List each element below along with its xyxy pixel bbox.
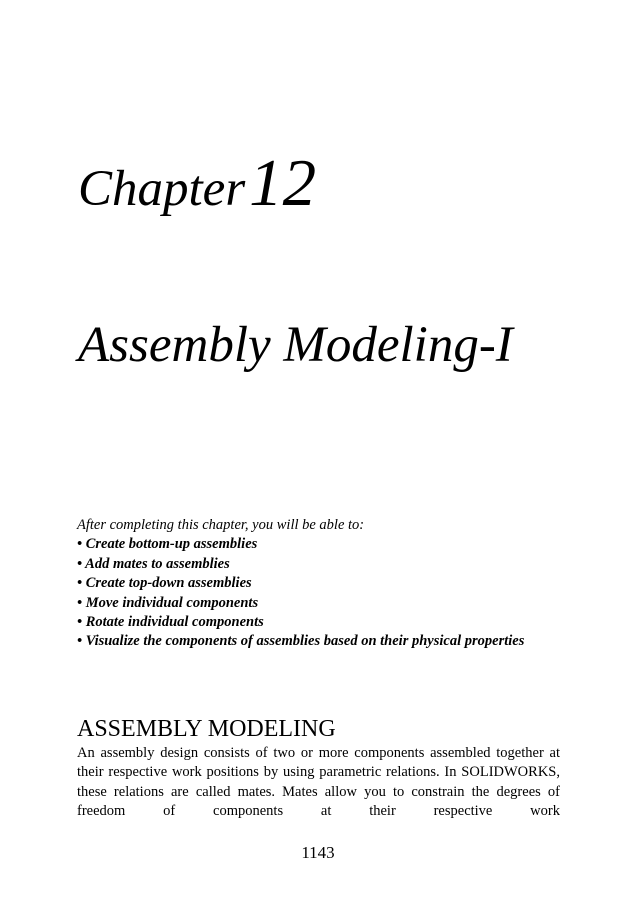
chapter-number: 12: [249, 146, 317, 220]
chapter-heading: [78, 146, 317, 220]
chapter-title: Assembly Modeling-I: [78, 317, 513, 373]
objective-item: • Visualize the components of assemblies based on their physical properties: [77, 633, 525, 650]
section-heading: ASSEMBLY MODELING: [77, 716, 336, 742]
objectives-intro: After completing this chapter, you will be able to:: [77, 517, 365, 533]
chapter-label: Chapter: [78, 161, 246, 217]
page-number: 1143: [301, 843, 335, 862]
objective-item: • Create bottom-up assemblies: [77, 536, 258, 553]
objective-item: • Create top-down assemblies: [77, 575, 252, 592]
objective-item: • Add mates to assemblies: [77, 555, 230, 572]
objective-item: • Rotate individual components: [77, 614, 264, 631]
objective-item: • Move individual components: [77, 594, 259, 611]
section-body-paragraph: An assembly design consists of two or more components assembled together at their respective work positions by using parametric relations. In SOLIDWORKS, these relations are called mates. Mates allow you to constrain the degrees of freedom of components at their respective work: [77, 745, 560, 820]
learning-objectives: [77, 516, 560, 652]
